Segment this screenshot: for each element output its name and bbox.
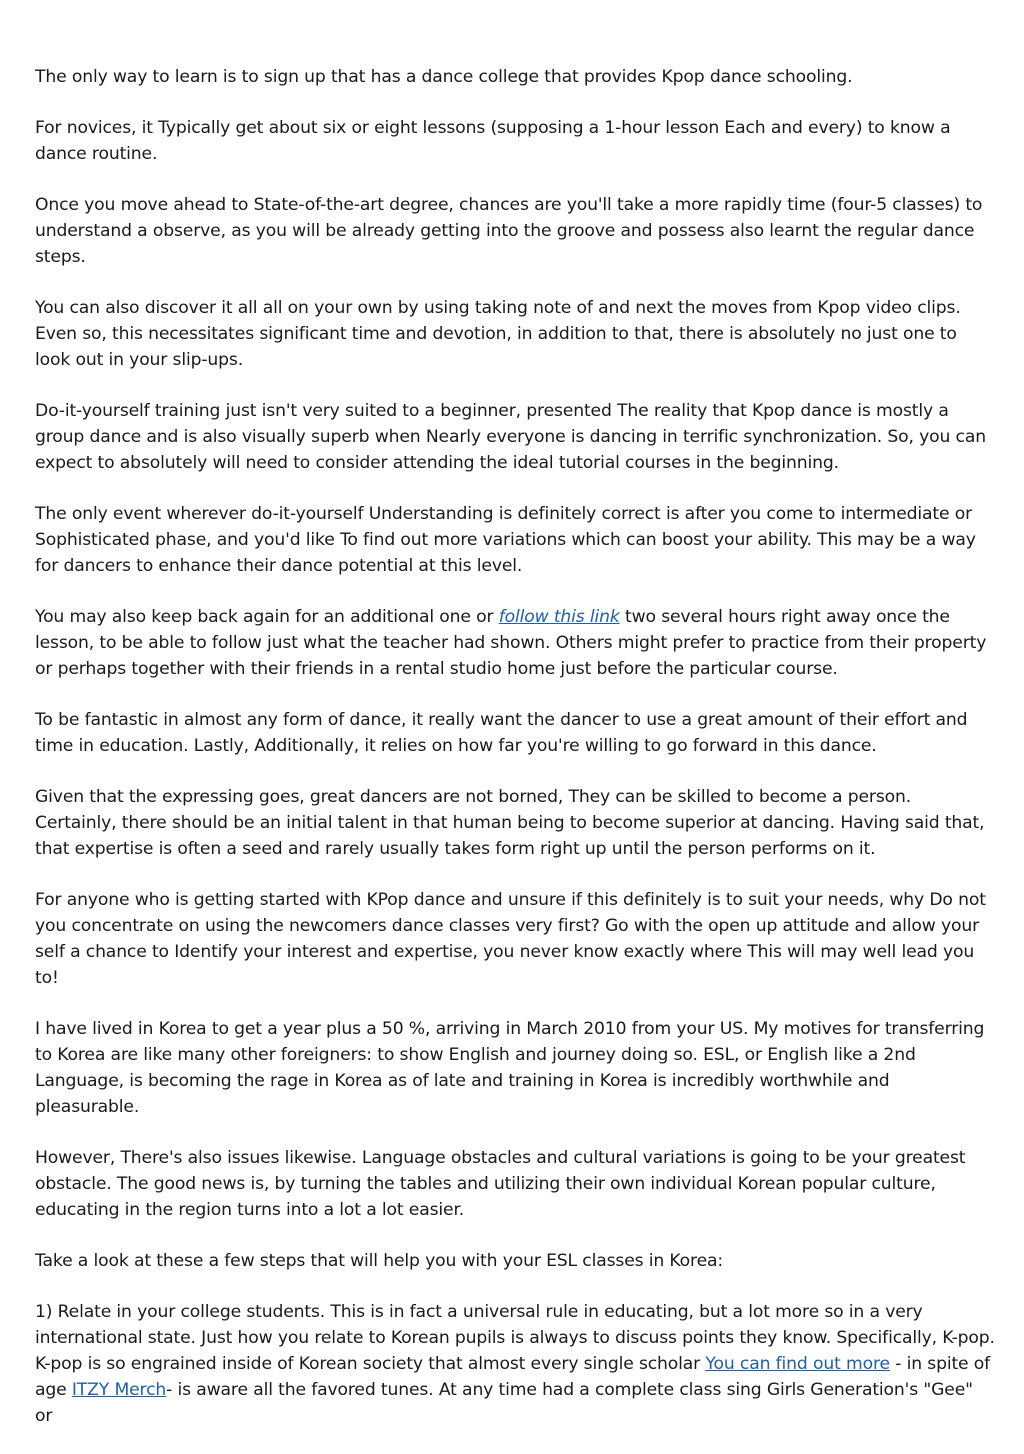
you-can-find-out-more-link[interactable]: You can find out more bbox=[705, 1354, 890, 1374]
paragraph-10: For anyone who is getting started with KPop dance and unsure if this definitely is to suit your needs, why Do not you concentrate on using the newcomers dance classes very first? Go with the open up attitude and allow your self a chance to Identify your interest and expertise, you never know exactly where This will may well lead you to! bbox=[35, 890, 986, 988]
paragraph-7-text-after: two several hours right away once the lesson, to be able to follow just what the teacher had shown. Others might prefer to practice from their property or perhaps together with their friends in a rental studio home just before the particular course. bbox=[35, 607, 987, 679]
follow-this-link[interactable]: follow this link bbox=[498, 607, 620, 627]
paragraph-14 bbox=[35, 1299, 995, 1429]
paragraph-2: For novices, it Typically get about six or eight lessons (supposing a 1-hour lesson Each and every) to know a dance routine. bbox=[35, 118, 951, 164]
paragraph-11: I have lived in Korea to get a year plus a 50 %, arriving in March 2010 from your US. My motives for transferring to Korea are like many other foreigners: to show English and journey doing so. ESL, or English like a 2nd Language, is becoming the rage in Korea as of late and training in Korea is incredibly worthwhile and pleasurable. bbox=[35, 1019, 985, 1117]
paragraph-8: To be fantastic in almost any form of dance, it really want the dancer to use a great amount of their effort and time in education. Lastly, Additionally, it relies on how far you're willing to go forward in this dance. bbox=[35, 710, 968, 756]
paragraph-14-text-middle: - in spite of age bbox=[35, 1354, 991, 1400]
paragraph-1: The only way to learn is to sign up that has a dance college that provides Kpop dance schooling. bbox=[35, 67, 853, 87]
paragraph-9: Given that the expressing goes, great dancers are not borned, They can be skilled to become a person. Certainly, there should be an initial talent in that human being to become superior at dancing. Having said that, that expertise is often a seed and rarely usually takes form right up until the person performs on it. bbox=[35, 787, 985, 859]
paragraph-5: Do-it-yourself training just isn't very suited to a beginner, presented The reality that Kpop dance is mostly a group dance and is also visually superb when Nearly everyone is dancing in terrific synchronization. So, you can expect to absolutely will need to consider attending the ideal tutorial courses in the beginning. bbox=[35, 401, 986, 473]
paragraph-4: You can also discover it all all on your own by using taking note of and next the moves from Kpop video clips. Even so, this necessitates significant time and devotion, in addition to that, there is absolutely no just one to look out in your slip-ups. bbox=[35, 298, 961, 370]
paragraph-13: Take a look at these a few steps that will help you with your ESL classes in Korea: bbox=[35, 1251, 724, 1271]
paragraph-14-text-before: 1) Relate in your college students. This is in fact a universal rule in educating, but a lot more so in a very international state. Just how you relate to Korean pupils is always to discuss points they know. Specifically, K-pop. K-pop is so engrained inside of Korean society that almost every single scholar bbox=[35, 1302, 995, 1374]
paragraph-7-text-before: You may also keep back again for an additional one or bbox=[35, 607, 499, 627]
paragraph-3: Once you move ahead to State-of-the-art degree, chances are you'll take a more rapidly time (four-5 classes) to understand a observe, as you will be already getting into the groove and possess also learnt the regular dance steps. bbox=[35, 195, 983, 267]
itzy-merch-link[interactable]: ITZY Merch bbox=[71, 1380, 167, 1400]
paragraph-7 bbox=[35, 604, 995, 682]
paragraph-6: The only event wherever do-it-yourself Understanding is definitely correct is after you come to intermediate or Sophisticated phase, and you'd like To find out more variations which can boost your ability. This may be a way for dancers to enhance their dance potential at this level. bbox=[35, 504, 976, 576]
paragraph-12: However, There's also issues likewise. Language obstacles and cultural variations is going to be your greatest obstacle. The good news is, by turning the tables and utilizing their own individual Korean popular culture, educating in the region turns into a lot a lot easier. bbox=[35, 1148, 966, 1220]
paragraph-14-text-after: - is aware all the favored tunes. At any time had a complete class sing Girls Generation's "Gee" or bbox=[35, 1380, 973, 1426]
document-body bbox=[35, 64, 995, 1454]
